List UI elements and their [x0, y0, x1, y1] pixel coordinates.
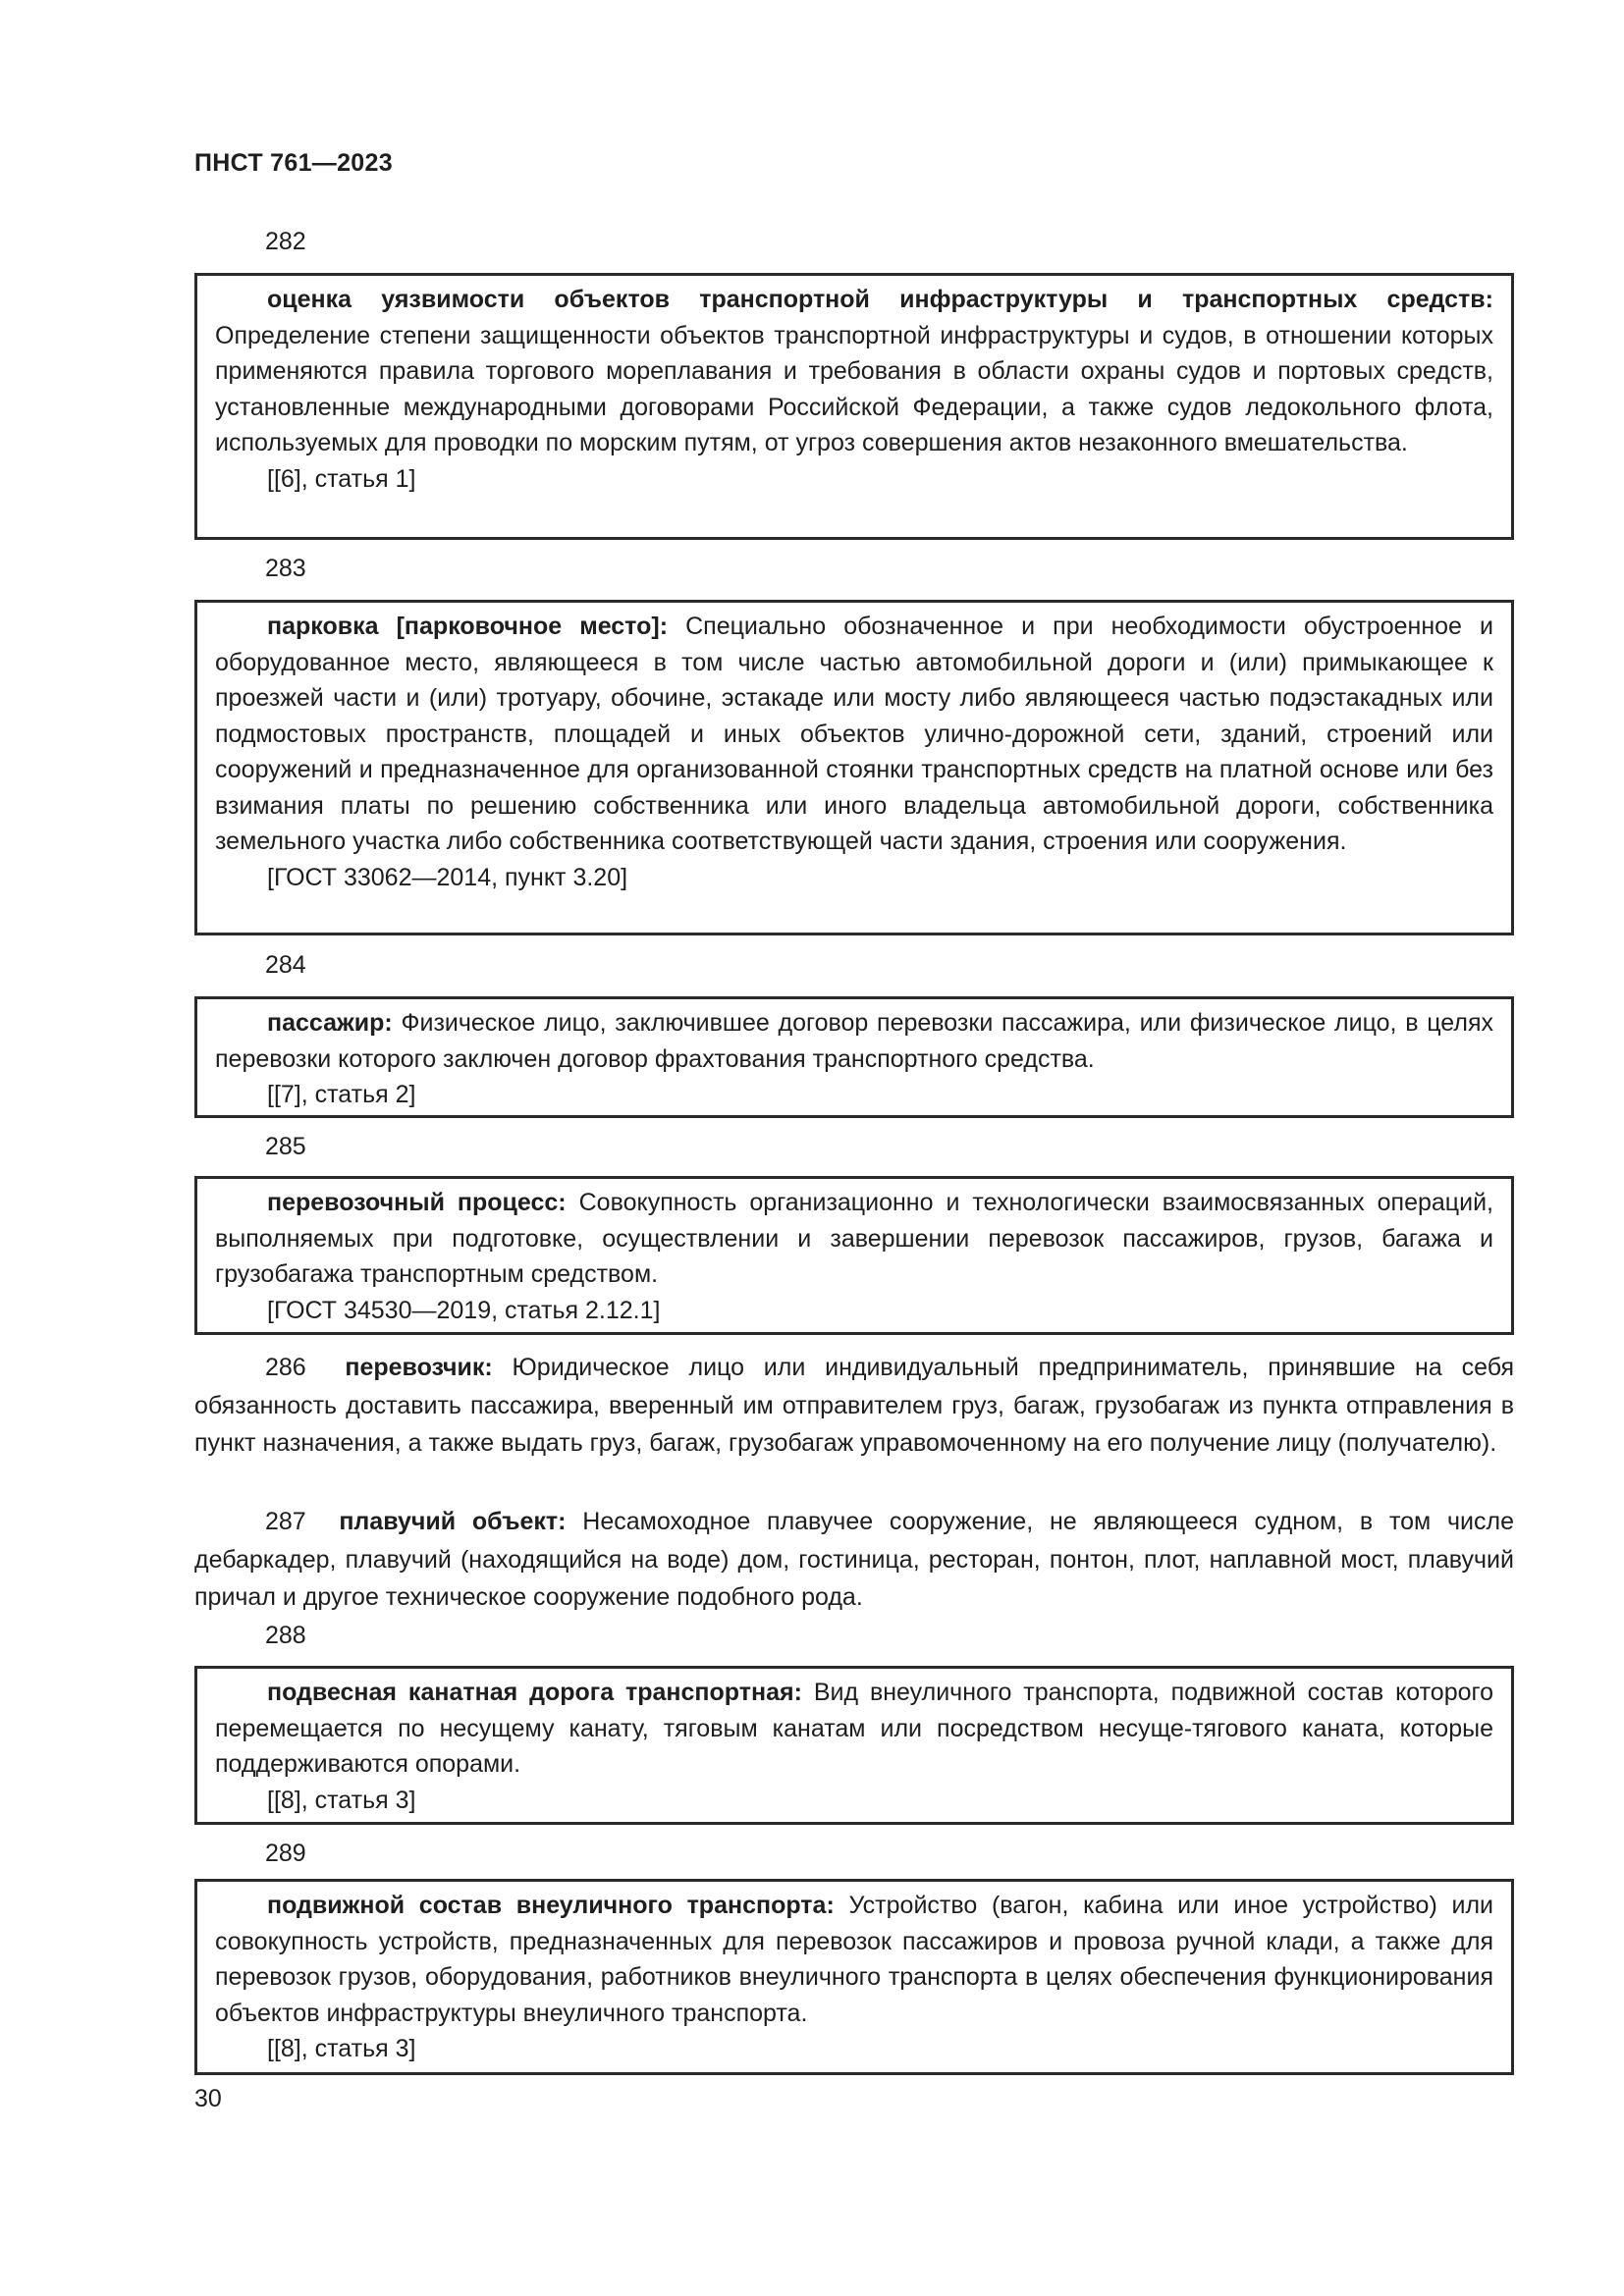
term-definition: Юридическое лицо или индивидуальный предприниматель, принявшие на себя обязанность доставить пассажира, вверенный им отправителем груз, багаж, грузобагаж из пункта отправления в пункт назначения, а также выдать груз, багаж, грузобагаж управомоченному на его получение лицу (получателю). [194, 1354, 1514, 1457]
term-number: 287 [265, 1508, 306, 1535]
term-number: 286 [265, 1354, 306, 1381]
term-entry-287 [194, 1503, 1514, 1617]
term-definition: Устройство (вагон, кабина или иное устройство) или совокупность устройств, предназначенных для перевозок пассажиров и провоза ручной клади, а также для перевозок грузов, оборудования, работников внеуличного транспорта в целях обеспечения функционирования объектов инфраструктуры внеуличного транспорта. [215, 1892, 1494, 2027]
term-title: оценка уязвимости объектов транспортной инфраструктуры и транспортных средств: [267, 286, 1493, 313]
term-reference: [[6], статья 1] [267, 464, 416, 493]
term-title: перевозчик: [345, 1354, 493, 1381]
page-number: 30 [194, 2085, 222, 2112]
term-number-283: 283 [265, 555, 306, 582]
term-title: подвесная канатная дорога транспортная: [267, 1679, 802, 1706]
term-title: подвижной состав внеуличного транспорта: [267, 1892, 835, 1919]
term-reference: [[7], статья 2] [267, 1081, 416, 1108]
term-number-289: 289 [265, 1840, 306, 1867]
term-box-288 [194, 1666, 1514, 1825]
term-text [215, 282, 1493, 461]
term-title: пассажир: [267, 1009, 393, 1037]
term-number-284: 284 [265, 951, 306, 979]
term-definition: Совокупность организационно и технологически взаимосвязанных операций, выполняемых при подготовке, осуществлении и завершении перевозок пассажиров, грузов, багажа и грузобагажа транспортным средством. [215, 1189, 1493, 1288]
term-number-285: 285 [265, 1133, 306, 1160]
term-entry-286 [194, 1349, 1514, 1463]
term-reference: [ГОСТ 34530—2019, статья 2.12.1] [267, 1296, 661, 1324]
term-reference: [ГОСТ 33062—2014, пункт 3.20] [267, 863, 628, 891]
term-number-282: 282 [265, 228, 306, 255]
term-title: плавучий объект: [339, 1508, 567, 1535]
term-text [215, 1185, 1493, 1293]
term-box-283 [194, 600, 1514, 935]
term-box-282 [194, 273, 1514, 540]
term-box-289 [194, 1879, 1514, 2075]
term-definition: Определение степени защищенности объектов транспортной инфраструктуры и судов, в отношении которых применяются правила торгового мореплавания и требования в области охраны судов и портовых средств, установленные международными договорами Российской Федерации, а также судов ледокольного флота, используемых для проводки по морским путям, от угроз совершения актов незаконного вмешательства. [215, 321, 1493, 456]
term-definition: Вид внеуличного транспорта, подвижной состав которого перемещается по несущему канату, тяговым канатам или посредством несуще-тягового каната, которые поддерживаются опорами. [215, 1679, 1493, 1778]
term-number-288: 288 [265, 1622, 306, 1649]
term-text [215, 1675, 1493, 1783]
term-box-284 [194, 996, 1514, 1118]
term-reference: [[8], статья 3] [267, 2035, 416, 2062]
term-definition: Несамоходное плавучее сооружение, не являющееся судном, в том числе дебаркадер, плавучий (находящийся на воде) дом, гостиница, ресторан, понтон, плот, наплавной мост, плавучий причал и другое техническое сооружение подобного рода. [194, 1508, 1514, 1611]
term-title: перевозочный процесс: [267, 1189, 567, 1216]
term-reference: [[8], статья 3] [267, 1786, 416, 1814]
term-definition: Физическое лицо, заключившее договор перевозки пассажира, или физическое лицо, в целях перевозки которого заключен договор фрахтования транспортного средства. [215, 1009, 1493, 1073]
term-text [215, 1888, 1493, 2031]
term-text [215, 1005, 1493, 1077]
term-box-285 [194, 1176, 1514, 1335]
term-definition: Специально обозначенное и при необходимости обустроенное и оборудованное место, являющееся в том числе частью автомобильной дороги и (или) примыкающее к проезжей части и (или) тротуару, обочине, эстакаде или мосту либо являющееся частью подэстакадных или подмостовых пространств, площадей и иных объектов улично-дорожной сети, зданий, строений или сооружений и предназначенное для организованной стоянки транспортных средств на платной основе или без взимания платы по решению собственника или иного владельца автомобильной дороги, собственника земельного участка либо собственника соответствующей части здания, строения или сооружения. [215, 613, 1493, 855]
term-text [215, 609, 1493, 860]
document-header: ПНСТ 761—2023 [194, 149, 393, 177]
term-title: парковка [парковочное место]: [267, 613, 669, 640]
